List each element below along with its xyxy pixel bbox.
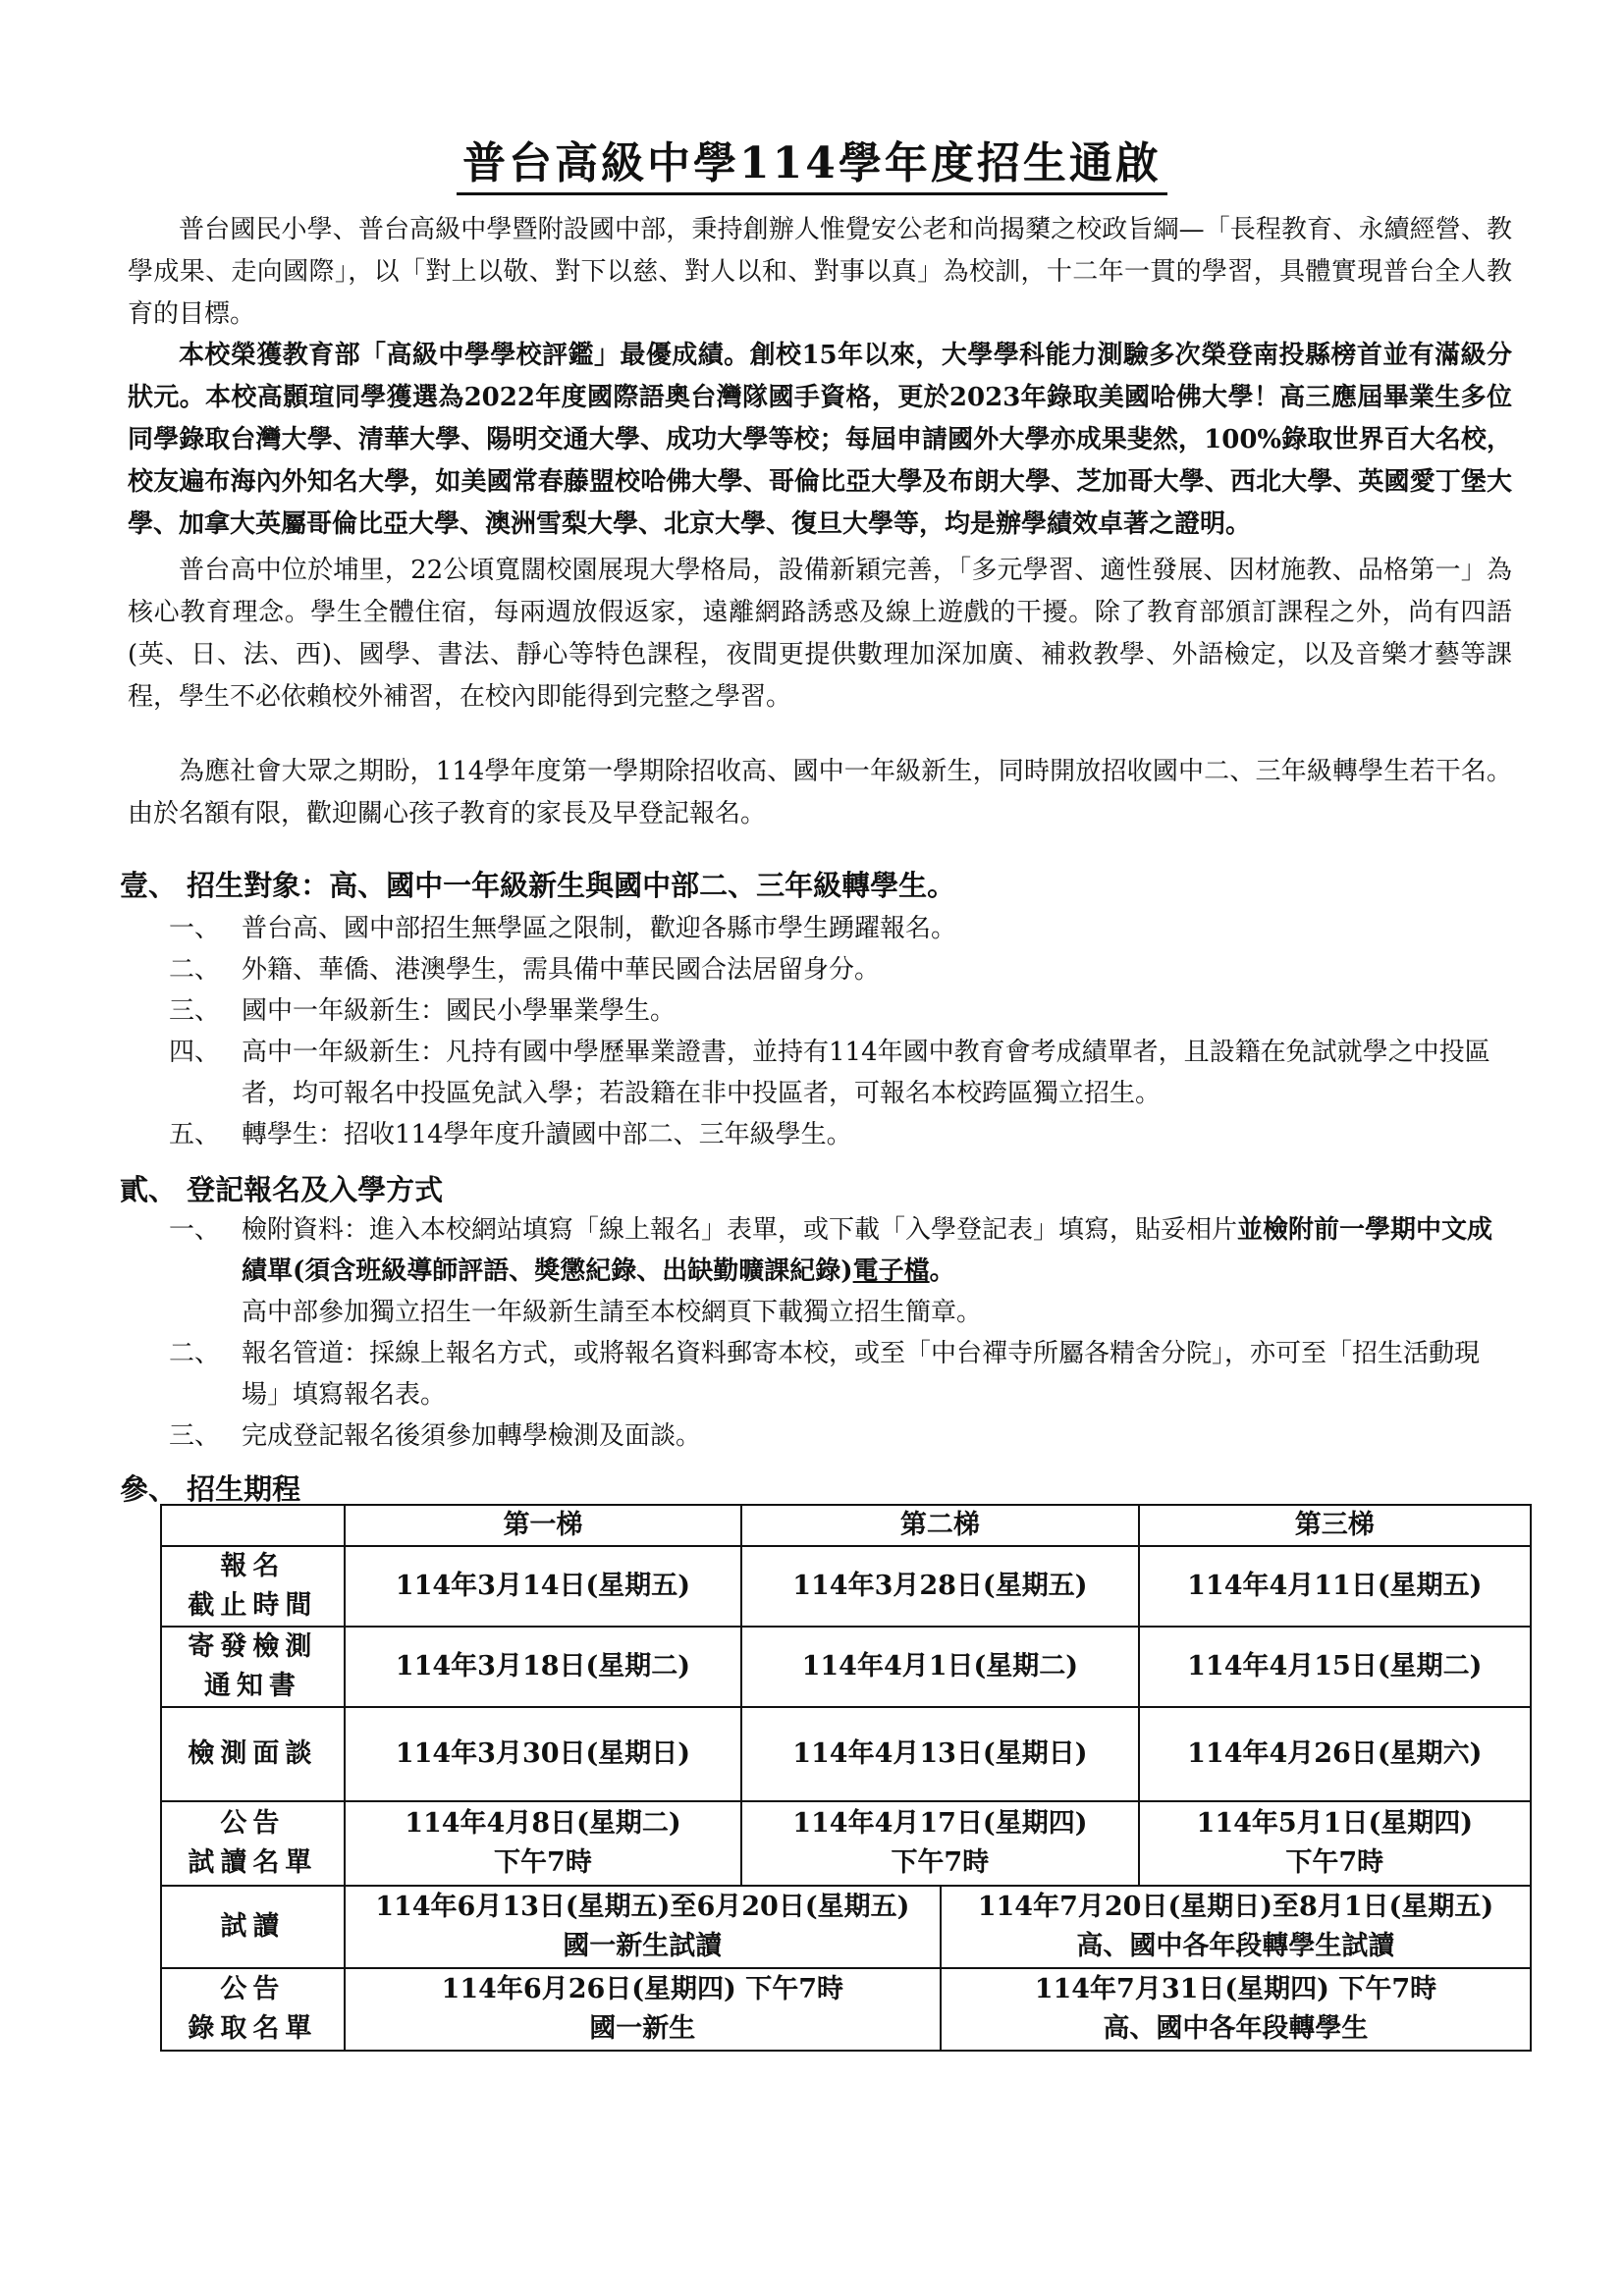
table-cell: 114年7月31日(星期四) 下午7時 高、國中各年段轉學生: [941, 1968, 1531, 2051]
table-row: [161, 1707, 1531, 1801]
list-text: 檢附資料：進入本校網站填寫「線上報名」表單，或下載「入學登記表」填寫，貼妥相片並檢附前一學期中文成績單(須含班級導師評語、獎懲紀錄、出缺勤曠課紀錄)電子檔。 高中部參加獨立招生一年級新生請至本校網頁下載獨立招生簡章。: [242, 1215, 1493, 1327]
table-cell: 114年3月14日(星期五): [345, 1546, 741, 1627]
table-cell: 114年4月8日(星期二) 下午7時: [345, 1801, 741, 1886]
table-row: [161, 1546, 1531, 1627]
table-row: [161, 1801, 1531, 1886]
list-number: 三、: [169, 996, 221, 1026]
document-title: 普台高級中學114學年度招生通啟: [0, 128, 1624, 190]
list-text: 完成登記報名後須參加轉學檢測及面談。: [242, 1421, 702, 1451]
table-row: [161, 1968, 1531, 2051]
table-cell: 114年4月15日(星期二): [1139, 1627, 1531, 1707]
independent-admission-note: 高中部參加獨立招生一年級新生請至本校網頁下載獨立招生簡章。: [242, 1298, 983, 1327]
table-cell: 114年7月20日(星期日)至8月1日(星期五) 高、國中各年段轉學生試讀: [941, 1886, 1531, 1968]
table-cell: 114年6月26日(星期四) 下午7時 國一新生: [345, 1968, 941, 2051]
table-corner-cell: [161, 1505, 345, 1546]
intro-paragraph-mission: 普台國民小學、普台高級中學暨附設國中部，秉持創辦人惟覺安公老和尚揭櫫之校政旨綱—「長程教育、永續經營、教學成果、走向國際」，以「對上以敬、對下以慈、對人以和、對事以真」為校訓，十二年一貫的學習，具體實現普台全人教育的目標。: [128, 215, 1512, 329]
intro-paragraph-enrollment: 為應社會大眾之期盼，114學年度第一學期除招收高、國中一年級新生，同時開放招收國中二、三年級轉學生若干名。由於名額有限，歡迎關心孩子教育的家長及早登記報名。: [128, 757, 1512, 828]
table-cell: 114年4月13日(星期日): [741, 1707, 1138, 1801]
table-cell: 114年5月1日(星期四) 下午7時: [1139, 1801, 1531, 1886]
list-number: 一、: [169, 914, 221, 943]
list-text: 普台高、國中部招生無學區之限制，歡迎各縣市學生踴躍報名。: [242, 914, 957, 943]
table-cell: 114年3月28日(星期五): [741, 1546, 1138, 1627]
list-text: 外籍、華僑、港澳學生，需具備中華民國合法居留身分。: [242, 955, 881, 985]
table-cell: 114年4月1日(星期二): [741, 1627, 1138, 1707]
intro-paragraph-achievements: 本校榮獲教育部「高級中學學校評鑑」最優成績。創校15年以來，大學學科能力測驗多次榮登南投縣榜首並有滿級分狀元。本校高顥瑄同學獲選為2022年度國際語奧台灣隊國手資格，更於2023年錄取美國哈佛大學！高三應屆畢業生多位同學錄取台灣大學、清華大學、陽明交通大學、成功大學等校；每屆申請國外大學亦成果斐然，100%錄取世界百大名校，校友遍布海內外知名大學，如美國常春藤盟校哈佛大學、哥倫比亞大學及布朗大學、芝加哥大學、西北大學、英國愛丁堡大學、加拿大英屬哥倫比亞大學、澳洲雪梨大學、北京大學、復旦大學等，均是辦學績效卓著之證明。: [128, 341, 1512, 539]
list-number: 二、: [169, 1339, 221, 1368]
section-heading-targets: 壹、 招生對象：高、國中一年級新生與國中部二、三年級轉學生。: [120, 869, 956, 902]
required-documents-note: 並檢附前一學期中文成績單(須含班級導師評語、獎懲紀錄、出缺勤曠課紀錄): [242, 1215, 1493, 1286]
section-heading-registration: 貳、 登記報名及入學方式: [120, 1173, 444, 1206]
row-label: 公告 錄取名單: [161, 1968, 345, 2051]
list-text: 高中一年級新生：凡持有國中學歷畢業證書，並持有114年國中教育會考成績單者，且設籍在免試就學之中投區者，均可報名中投區免試入學；若設籍在非中投區者，可報名本校跨區獨立招生。: [242, 1038, 1490, 1108]
intro-paragraph-campus: 普台高中位於埔里，22公頃寬闊校園展現大學格局，設備新穎完善，「多元學習、適性發展、因材施教、品格第一」為核心教育理念。學生全體住宿，每兩週放假返家，遠離網路誘惑及線上遊戲的干擾。除了教育部頒訂課程之外，尚有四語(英、日、法、西)、國學、書法、靜心等特色課程，夜間更提供數理加深加廣、補救教學、外語檢定，以及音樂才藝等課程，學生不必依賴校外補習，在校內即能得到完整之學習。: [128, 556, 1512, 712]
list-number: 三、: [169, 1421, 221, 1451]
table-cell: 114年6月13日(星期五)至6月20日(星期五) 國一新生試讀: [345, 1886, 941, 1968]
table-row: [161, 1886, 1531, 1968]
schedule-table: [160, 1504, 1532, 2052]
table-cell: 114年3月18日(星期二): [345, 1627, 741, 1707]
list-text: 報名管道：採線上報名方式，或將報名資料郵寄本校，或至「中台禪寺所屬各精舍分院」，亦可至「招生活動現場」填寫報名表。: [242, 1339, 1481, 1410]
row-label: 檢測面談: [161, 1707, 345, 1801]
column-header: 第三梯: [1139, 1505, 1531, 1546]
section-heading-schedule: 參、 招生期程: [120, 1472, 301, 1506]
table-cell: 114年3月30日(星期日): [345, 1707, 741, 1801]
list-number: 四、: [169, 1038, 221, 1067]
list-number: 一、: [169, 1215, 221, 1245]
column-header: 第二梯: [741, 1505, 1138, 1546]
list-number: 二、: [169, 955, 221, 985]
table-cell: 114年4月11日(星期五): [1139, 1546, 1531, 1627]
electronic-file-note: 電子檔: [852, 1256, 930, 1286]
list-text: 國中一年級新生：國民小學畢業學生。: [242, 996, 677, 1026]
row-label: 試讀: [161, 1886, 345, 1968]
table-cell: 114年4月17日(星期四) 下午7時: [741, 1801, 1138, 1886]
list-text: 轉學生：招收114學年度升讀國中部二、三年級學生。: [242, 1120, 852, 1149]
table-row: [161, 1627, 1531, 1707]
row-label: 寄發檢測 通知書: [161, 1627, 345, 1707]
column-header: 第一梯: [345, 1505, 741, 1546]
list-number: 五、: [169, 1120, 221, 1149]
row-label: 公告 試讀名單: [161, 1801, 345, 1886]
row-label: 報名 截止時間: [161, 1546, 345, 1627]
table-header-row: [161, 1505, 1531, 1546]
table-cell: 114年4月26日(星期六): [1139, 1707, 1531, 1801]
